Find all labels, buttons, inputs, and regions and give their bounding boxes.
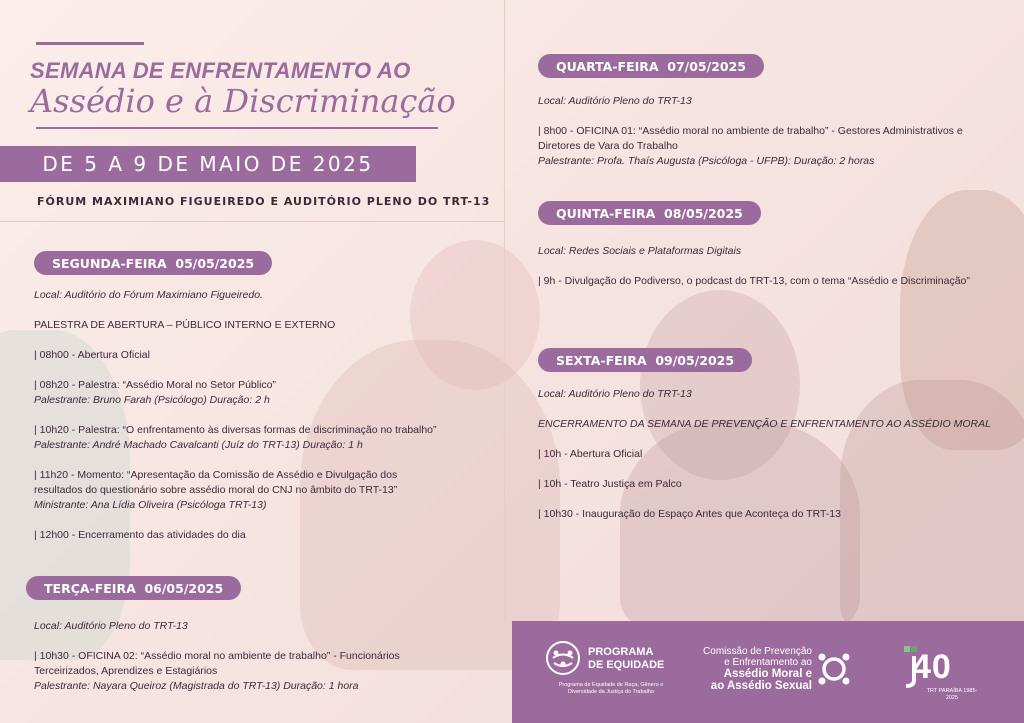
title-underline [36,127,438,129]
tuesday-location: Local: Auditório Pleno do TRT-13 [34,620,188,632]
monday-location: Local: Auditório do Fórum Maximiano Figueiredo. [34,289,263,301]
equidade-title-line-1: PROGRAMA [588,646,654,658]
tuesday-event-1-line-2: Terceirizados, Aprendizes e Estagiários [34,665,218,677]
top-accent-line [36,42,144,45]
friday-location: Local: Auditório Pleno do TRT-13 [538,388,692,400]
equidade-logo-icon [546,641,580,675]
section-tuesday [34,619,496,694]
trt-40-years-number: 40 [912,648,952,686]
day-pill-wednesday: QUARTA-FEIRA 07/05/2025 [538,54,764,78]
trt-40-years-subtitle: TRT PARAÍBA 1985-2025 [926,688,978,701]
venue-label: FÓRUM MAXIMIANO FIGUEIREDO E AUDITÓRIO PLENO DO TRT-13 [37,195,491,208]
comissao-logo-text [696,646,812,692]
monday-event-4-speaker: Ministrante: Ana Lídia Oliveira (Psicóloga TRT-13) [34,499,267,511]
monday-heading: PALESTRA DE ABERTURA – PÚBLICO INTERNO E EXTERNO [34,319,336,331]
friday-event-2: | 10h - Teatro Justiça em Palco [538,478,682,490]
header-divider [0,221,504,222]
monday-event-1: | 08h00 - Abertura Oficial [34,349,150,361]
thursday-event-1: | 9h - Divulgação do Podiverso, o podcast do TRT-13, com o tema “Assédio e Discriminação” [538,275,970,287]
wednesday-event-1-line-2: Diretores de Vara do Trabalho [538,140,678,152]
thursday-location: Local: Redes Sociais e Plataformas Digitais [538,245,742,257]
equidade-title [588,646,664,672]
friday-event-1: | 10h - Abertura Oficial [538,448,643,460]
equidade-title-line-2: DE EQUIDADE [588,659,665,671]
title-line-1: SEMANA DE ENFRENTAMENTO AO [30,58,411,83]
monday-event-2: | 08h20 - Palestra: “Assédio Moral no Setor Público” [34,379,277,391]
comissao-line-1: Comissão de Prevenção [703,646,812,657]
section-thursday [538,244,1018,289]
title-line-2: Assédio e à Discriminação [30,82,456,120]
tuesday-event-1-speaker: Palestrante: Nayara Queiroz (Magistrada do TRT-13) Duração: 1 hora [34,680,359,692]
tuesday-event-1-line-1: | 10h30 - OFICINA 02: “Assédio moral no ambiente de trabalho” - Funcionários [34,650,400,662]
friday-heading: ENCERRAMENTO DA SEMANA DE PREVENÇÃO E ENFRENTAMENTO AO ASSÉDIO MORAL [538,418,991,430]
monday-event-5: | 12h00 - Encerramento das atividades do dia [34,529,246,541]
section-monday [34,288,496,543]
section-friday [538,387,1018,522]
day-pill-tuesday: TERÇA-FEIRA 06/05/2025 [26,576,241,600]
monday-event-3-speaker: Palestrante: André Machado Cavalcanti (Juíz do TRT-13) Duração: 1 h [34,439,363,451]
monday-event-4-line-1: | 11h20 - Momento: “Apresentação da Comissão de Assédio e Divulgação dos [34,469,398,481]
monday-event-3: | 10h20 - Palestra: “O enfrentamento às diversas formas de discriminação no trabalho” [34,424,437,436]
wednesday-event-1-speaker: Palestrante: Profa. Thaís Augusta (Psicóloga - UFPB): Duração: 2 horas [538,155,875,167]
comissao-logo-icon [816,651,852,687]
date-banner: DE 5 A 9 DE MAIO DE 2025 [0,146,416,182]
comissao-line-4: ao Assédio Sexual [710,680,812,692]
day-pill-thursday: QUINTA-FEIRA 08/05/2025 [538,201,761,225]
section-wednesday [538,94,1018,169]
wednesday-location: Local: Auditório Pleno do TRT-13 [538,95,692,107]
comissao-line-3: Assédio Moral e [723,668,812,680]
wednesday-event-1-line-1: | 8h00 - OFICINA 01: “Assédio moral no ambiente de trabalho” - Gestores Administrativos e [538,125,963,137]
monday-event-4-line-2: resultados do questionário sobre assédio moral do CNJ no âmbito do TRT-13” [34,484,398,496]
equidade-subtitle: Programa de Equidade de Raça, Gênero e Diversidade da Justiça do Trabalho [558,682,664,695]
day-pill-friday: SEXTA-FEIRA 09/05/2025 [538,348,752,372]
monday-event-2-speaker: Palestrante: Bruno Farah (Psicólogo) Duração: 2 h [34,394,270,406]
day-pill-monday: SEGUNDA-FEIRA 05/05/2025 [34,251,272,275]
comissao-line-2: e Enfrentamento ao [724,657,812,668]
friday-event-3: | 10h30 - Inauguração do Espaço Antes que Aconteça do TRT-13 [538,508,841,520]
